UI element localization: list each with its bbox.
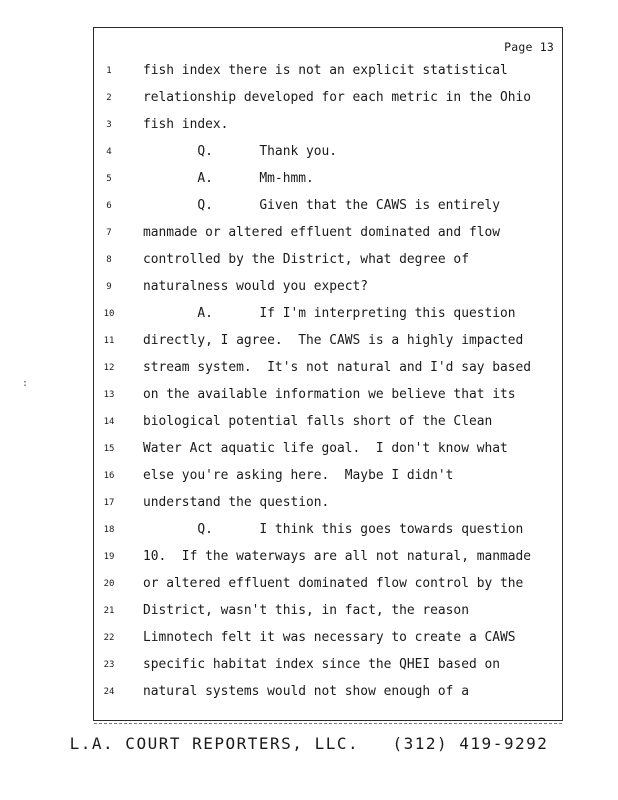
transcript-line — [94, 307, 564, 334]
line-text: understand the question. — [143, 495, 330, 510]
transcript-line — [94, 577, 564, 604]
line-text: controlled by the District, what degree of — [143, 252, 469, 267]
line-number: 23 — [103, 660, 115, 670]
line-number: 14 — [103, 417, 115, 427]
line-text: stream system. It's not natural and I'd say based — [143, 360, 532, 375]
line-number: 11 — [103, 336, 115, 346]
line-number: 12 — [103, 363, 115, 373]
transcript-line — [94, 253, 564, 280]
transcript-line — [94, 199, 564, 226]
line-text: on the available information we believe that its — [143, 387, 516, 402]
transcript-line — [94, 226, 564, 253]
line-text: fish index. — [143, 117, 229, 132]
line-number: 17 — [103, 498, 115, 508]
line-text: Q. Thank you. — [143, 144, 338, 159]
line-number: 8 — [106, 255, 112, 265]
transcript-line — [94, 496, 564, 523]
transcript-line — [94, 685, 564, 712]
line-text: A. If I'm interpreting this question — [143, 306, 516, 321]
transcript-line — [94, 361, 564, 388]
line-text: else you're asking here. Maybe I didn't — [143, 468, 454, 483]
line-number: 9 — [106, 282, 112, 292]
transcript-line — [94, 280, 564, 307]
line-number: 4 — [106, 147, 112, 157]
line-text: relationship developed for each metric in the Ohio — [143, 90, 532, 105]
transcript-line — [94, 64, 564, 91]
line-text: directly, I agree. The CAWS is a highly impacted — [143, 333, 524, 348]
line-text: 10. If the waterways are all not natural, manmade — [143, 549, 532, 564]
line-number: 21 — [103, 606, 115, 616]
line-number: 20 — [103, 579, 115, 589]
line-text: Limnotech felt it was necessary to create a CAWS — [143, 630, 516, 645]
reporter-footer: L.A. COURT REPORTERS, LLC. (312) 419-9292 — [69, 734, 549, 753]
transcript-line — [94, 388, 564, 415]
line-text: fish index there is not an explicit statistical — [143, 63, 508, 78]
line-number: 10 — [103, 309, 115, 319]
line-number: 6 — [106, 201, 112, 211]
line-number: 19 — [103, 552, 115, 562]
line-number: 13 — [103, 390, 115, 400]
transcript-line — [94, 550, 564, 577]
transcript-line — [94, 91, 564, 118]
line-text: Q. Given that the CAWS is entirely — [143, 198, 500, 213]
transcript-line — [94, 658, 564, 685]
line-text: A. Mm-hmm. — [143, 171, 314, 186]
transcript-frame — [93, 27, 563, 721]
transcript-line — [94, 631, 564, 658]
line-number: 24 — [103, 687, 115, 697]
transcript-line — [94, 523, 564, 550]
line-number: 18 — [103, 525, 115, 535]
transcript-line — [94, 172, 564, 199]
line-number: 22 — [103, 633, 115, 643]
line-number: 3 — [106, 120, 112, 130]
transcript-line — [94, 334, 564, 361]
line-number: 1 — [106, 66, 112, 76]
line-text: naturalness would you expect? — [143, 279, 369, 294]
transcript-line — [94, 604, 564, 631]
line-number: 16 — [103, 471, 115, 481]
transcript-line — [94, 442, 564, 469]
line-text: natural systems would not show enough of a — [143, 684, 469, 699]
line-text: or altered effluent dominated flow control by the — [143, 576, 524, 591]
transcript-line — [94, 415, 564, 442]
line-number: 15 — [103, 444, 115, 454]
transcript-line — [94, 118, 564, 145]
page-number: Page 13 — [504, 40, 554, 54]
line-text: specific habitat index since the QHEI based on — [143, 657, 500, 672]
line-text: biological potential falls short of the Clean — [143, 414, 493, 429]
line-text: District, wasn't this, in fact, the reason — [143, 603, 469, 618]
line-text: manmade or altered effluent dominated and flow — [143, 225, 500, 240]
line-text: Q. I think this goes towards question — [143, 522, 524, 537]
transcript-line — [94, 145, 564, 172]
line-text: Water Act aquatic life goal. I don't know what — [143, 441, 508, 456]
transcript-line — [94, 469, 564, 496]
line-number: 7 — [106, 228, 112, 238]
line-number: 5 — [106, 174, 112, 184]
margin-mark: : — [22, 378, 29, 389]
line-number: 2 — [106, 93, 112, 103]
